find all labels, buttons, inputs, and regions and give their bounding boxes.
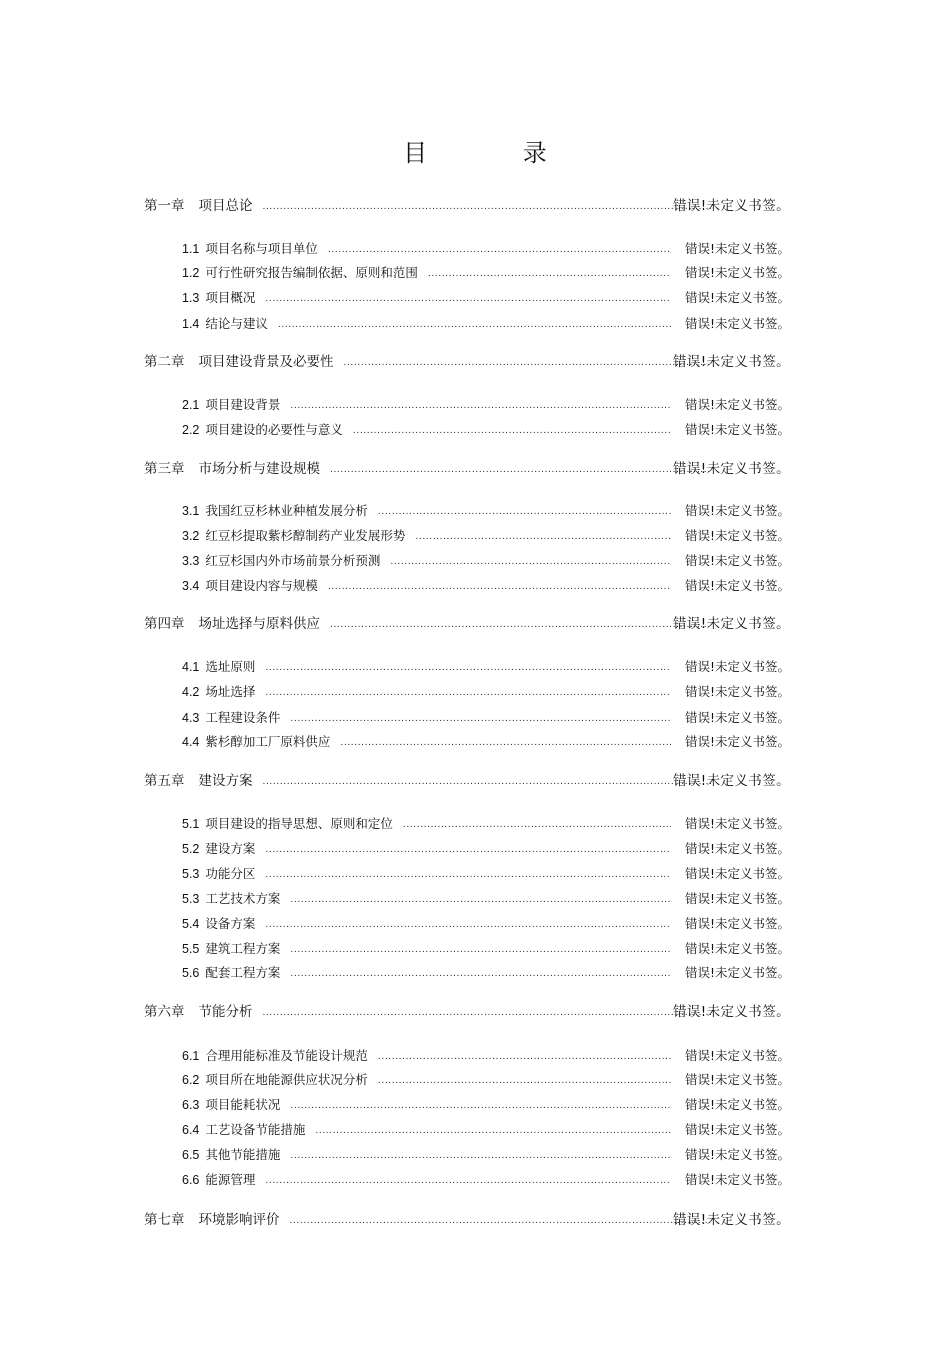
toc-dot-leader [263, 198, 711, 212]
toc-section-row[interactable] [182, 705, 790, 727]
toc-dot-leader [403, 816, 671, 830]
toc-dot-leader [390, 553, 671, 567]
toc-entry-page-ref: 错误!未定义书签。 [684, 316, 790, 331]
toc-entry-page-ref: 错误!未定义书签。 [684, 553, 790, 568]
toc-entry-title: 项目概况 [205, 290, 256, 305]
toc-section-row[interactable] [182, 311, 790, 333]
toc-dot-leader [290, 941, 671, 955]
toc-dot-leader [265, 659, 671, 673]
toc-entry-title: 建设方案 [198, 773, 253, 789]
toc-entry-title: 场址选择与原料供应 [198, 616, 320, 632]
toc-entry-number: 5.4 [182, 917, 200, 931]
toc-dot-leader [265, 1172, 671, 1186]
toc-entry-page-ref: 错误!未定义书签。 [672, 198, 790, 214]
toc-section-row[interactable] [182, 861, 790, 883]
toc-chapter-row[interactable] [144, 193, 790, 215]
toc-entry-title: 项目总论 [198, 198, 253, 214]
toc-entry-page-ref: 错误!未定义书签。 [684, 1097, 790, 1112]
toc-entry-title: 可行性研究报告编制依据、原则和范围 [205, 265, 418, 280]
toc-dot-leader [378, 503, 671, 517]
toc-entry-number: 3.4 [182, 579, 200, 593]
toc-entry-title: 我国红豆杉林业种植发展分析 [205, 503, 368, 518]
toc-section-row[interactable] [182, 523, 790, 545]
toc-entry-page-ref: 错误!未定义书签。 [684, 528, 790, 543]
toc-entry-number: 第六章 [144, 1004, 185, 1020]
toc-dot-leader [378, 1072, 671, 1086]
toc-entry-title: 工程建设条件 [205, 710, 281, 725]
toc-entry-number: 5.5 [182, 942, 200, 956]
toc-entry-page-ref: 错误!未定义书签。 [684, 734, 790, 749]
toc-entry-page-ref: 错误!未定义书签。 [684, 1172, 790, 1187]
toc-section-row[interactable] [182, 1067, 790, 1089]
toc-section-row[interactable] [182, 1142, 790, 1164]
toc-entry-title: 建设方案 [205, 841, 256, 856]
toc-entry-page-ref: 错误!未定义书签。 [684, 710, 790, 725]
toc-chapter-row[interactable] [144, 1207, 790, 1229]
toc-entry-number: 6.2 [182, 1073, 200, 1087]
toc-entry-page-ref: 错误!未定义书签。 [684, 241, 790, 256]
toc-dot-leader [265, 916, 671, 930]
toc-entry-number: 6.5 [182, 1148, 200, 1162]
toc-entry-page-ref: 错误!未定义书签。 [684, 265, 790, 280]
toc-entry-page-ref: 错误!未定义书签。 [672, 773, 790, 789]
toc-entry-title: 场址选择 [205, 684, 256, 699]
toc-entry-page-ref: 错误!未定义书签。 [684, 1147, 790, 1162]
toc-entry-page-ref: 错误!未定义书签。 [672, 1212, 790, 1228]
toc-section-row[interactable] [182, 960, 790, 982]
toc-entry-number: 3.2 [182, 529, 200, 543]
toc-section-row[interactable] [182, 911, 790, 933]
toc-section-row[interactable] [182, 1043, 790, 1065]
toc-section-row[interactable] [182, 417, 790, 439]
toc-entry-page-ref: 错误!未定义书签。 [684, 1122, 790, 1137]
toc-entry-title: 项目建设的指导思想、原则和定位 [205, 816, 393, 831]
toc-dot-leader [265, 290, 671, 304]
toc-entry-number: 第七章 [144, 1212, 185, 1228]
toc-dot-leader [278, 316, 671, 330]
toc-entry-number: 2.1 [182, 398, 200, 412]
toc-entry-number: 2.2 [182, 423, 200, 437]
toc-entry-number: 6.6 [182, 1173, 200, 1187]
toc-section-row[interactable] [182, 392, 790, 414]
toc-section-row[interactable] [182, 1117, 790, 1139]
toc-dot-leader [290, 891, 671, 905]
toc-chapter-row[interactable] [144, 456, 790, 478]
toc-entry-page-ref: 错误!未定义书签。 [684, 891, 790, 906]
toc-entry-title: 项目建设的必要性与意义 [205, 422, 343, 437]
toc-section-row[interactable] [182, 548, 790, 570]
toc-entry-title: 节能分析 [198, 1004, 253, 1020]
toc-section-row[interactable] [182, 729, 790, 751]
toc-dot-leader [290, 710, 671, 724]
toc-dot-leader [340, 734, 671, 748]
toc-entry-title: 紫杉醇加工厂原料供应 [205, 734, 331, 749]
page-title: 目 录 [403, 139, 591, 167]
toc-entry-title: 项目建设背景 [205, 397, 281, 412]
toc-entry-page-ref: 错误!未定义书签。 [684, 866, 790, 881]
toc-entry-page-ref: 错误!未定义书签。 [684, 659, 790, 674]
toc-section-row[interactable] [182, 811, 790, 833]
toc-entry-page-ref: 错误!未定义书签。 [684, 290, 790, 305]
toc-dot-leader [428, 265, 671, 279]
toc-entry-number: 5.3 [182, 892, 200, 906]
toc-entry-title: 建筑工程方案 [205, 941, 281, 956]
toc-dot-leader [315, 1122, 671, 1136]
toc-dot-leader [265, 841, 671, 855]
toc-entry-title: 配套工程方案 [205, 965, 281, 980]
toc-section-row[interactable] [182, 1092, 790, 1114]
toc-entry-number: 6.1 [182, 1049, 200, 1063]
toc-entry-number: 1.3 [182, 291, 200, 305]
toc-section-row[interactable] [182, 654, 790, 676]
toc-section-row[interactable] [182, 936, 790, 958]
toc-entry-number: 4.2 [182, 685, 200, 699]
toc-entry-number: 5.6 [182, 966, 200, 980]
toc-entry-title: 能源管理 [205, 1172, 256, 1187]
toc-entry-title: 市场分析与建设规模 [198, 461, 320, 477]
toc-entry-number: 3.3 [182, 554, 200, 568]
toc-section-row[interactable] [182, 886, 790, 908]
toc-entry-number: 1.2 [182, 266, 200, 280]
toc-chapter-row[interactable] [144, 999, 790, 1021]
toc-entry-title: 选址原则 [205, 659, 256, 674]
toc-entry-title: 环境影响评价 [198, 1212, 280, 1228]
toc-entry-number: 1.4 [182, 317, 200, 331]
toc-entry-title: 项目能耗状况 [205, 1097, 281, 1112]
toc-chapter-row[interactable] [144, 611, 790, 633]
toc-entry-title: 设备方案 [205, 916, 256, 931]
toc-entry-number: 第二章 [144, 354, 185, 370]
toc-entry-title: 功能分区 [205, 866, 256, 881]
toc-entry-page-ref: 错误!未定义书签。 [684, 1048, 790, 1063]
toc-entry-number: 第一章 [144, 198, 185, 214]
toc-entry-title: 项目建设内容与规模 [205, 578, 318, 593]
toc-entry-page-ref: 错误!未定义书签。 [684, 503, 790, 518]
toc-entry-number: 第五章 [144, 773, 185, 789]
toc-section-row[interactable] [182, 1167, 790, 1189]
toc-entry-number: 5.2 [182, 842, 200, 856]
toc-dot-leader [328, 241, 671, 255]
toc-section-row[interactable] [182, 836, 790, 858]
toc-dot-leader [265, 684, 671, 698]
toc-entry-title: 项目所在地能源供应状况分析 [205, 1072, 368, 1087]
toc-entry-page-ref: 错误!未定义书签。 [684, 397, 790, 412]
toc-entry-number: 1.1 [182, 242, 200, 256]
toc-entry-number: 3.1 [182, 504, 200, 518]
toc-chapter-row[interactable] [144, 349, 790, 371]
toc-entry-page-ref: 错误!未定义书签。 [684, 578, 790, 593]
toc-entry-page-ref: 错误!未定义书签。 [684, 965, 790, 980]
toc-section-row[interactable] [182, 573, 790, 595]
toc-entry-title: 结论与建议 [205, 316, 268, 331]
toc-dot-leader [290, 965, 671, 979]
toc-entry-number: 6.4 [182, 1123, 200, 1137]
toc-section-row[interactable] [182, 260, 790, 282]
toc-entry-title: 工艺技术方案 [205, 891, 281, 906]
toc-dot-leader [415, 528, 671, 542]
toc-dot-leader [263, 773, 711, 787]
toc-dot-leader [265, 866, 671, 880]
toc-dot-leader [344, 354, 711, 368]
toc-section-row[interactable] [182, 498, 790, 520]
toc-entry-title: 项目建设背景及必要性 [198, 354, 334, 370]
toc-dot-leader [328, 578, 671, 592]
toc-entry-title: 工艺设备节能措施 [205, 1122, 306, 1137]
toc-entry-page-ref: 错误!未定义书签。 [684, 941, 790, 956]
toc-entry-number: 4.3 [182, 711, 200, 725]
toc-dot-leader [330, 461, 711, 475]
toc-entry-page-ref: 错误!未定义书签。 [672, 616, 790, 632]
toc-dot-leader [353, 422, 671, 436]
toc-entry-page-ref: 错误!未定义书签。 [684, 684, 790, 699]
toc-entry-title: 红豆杉提取紫杉醇制药产业发展形势 [205, 528, 406, 543]
toc-dot-leader [330, 616, 711, 630]
toc-entry-page-ref: 错误!未定义书签。 [684, 916, 790, 931]
toc-entry-number: 4.4 [182, 735, 200, 749]
toc-dot-leader [290, 397, 671, 411]
toc-entry-number: 5.1 [182, 817, 200, 831]
toc-entry-page-ref: 错误!未定义书签。 [684, 1072, 790, 1087]
toc-entry-title: 项目名称与项目单位 [205, 241, 318, 256]
toc-dot-leader [290, 1097, 671, 1111]
toc-dot-leader [378, 1048, 671, 1062]
toc-entry-page-ref: 错误!未定义书签。 [672, 1004, 790, 1020]
toc-entry-page-ref: 错误!未定义书签。 [684, 816, 790, 831]
toc-dot-leader [290, 1147, 671, 1161]
toc-entry-page-ref: 错误!未定义书签。 [672, 461, 790, 477]
toc-chapter-row[interactable] [144, 768, 790, 790]
toc-entry-number: 4.1 [182, 660, 200, 674]
toc-entry-title: 红豆杉国内外市场前景分析预测 [205, 553, 381, 568]
toc-entry-page-ref: 错误!未定义书签。 [684, 841, 790, 856]
toc-entry-title: 其他节能措施 [205, 1147, 281, 1162]
toc-section-row[interactable] [182, 679, 790, 701]
toc-entry-title: 合理用能标准及节能设计规范 [205, 1048, 368, 1063]
toc-dot-leader [263, 1004, 711, 1018]
toc-section-row[interactable] [182, 236, 790, 258]
toc-entry-number: 5.3 [182, 867, 200, 881]
toc-entry-page-ref: 错误!未定义书签。 [684, 422, 790, 437]
toc-section-row[interactable] [182, 285, 790, 307]
toc-entry-number: 6.3 [182, 1098, 200, 1112]
toc-entry-number: 第四章 [144, 616, 185, 632]
toc-entry-number: 第三章 [144, 461, 185, 477]
toc-entry-page-ref: 错误!未定义书签。 [672, 354, 790, 370]
toc-dot-leader [290, 1212, 711, 1226]
